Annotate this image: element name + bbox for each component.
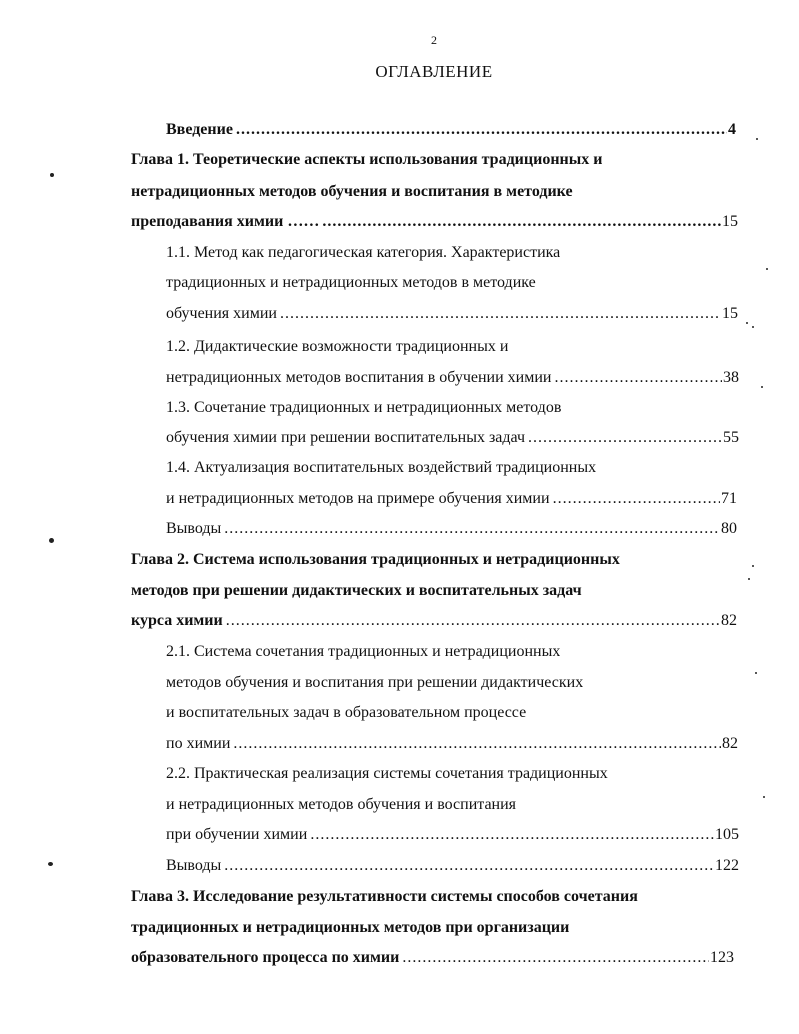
- scan-speck: [752, 565, 754, 567]
- toc-entry-page: 15: [722, 305, 738, 322]
- toc-entry-text: и нетрадиционных методов на примере обучения химии: [166, 490, 550, 507]
- toc-entry-page: 15: [722, 213, 738, 230]
- toc-leader-dots: [310, 823, 714, 847]
- scan-speck: [755, 672, 757, 674]
- page-number: 2: [431, 33, 437, 47]
- toc-entry-text: обучения химии: [166, 305, 277, 322]
- toc-chapter-2-line-3: [131, 609, 737, 633]
- toc-section-2-1-line-4: [166, 732, 738, 756]
- toc-title: ОГЛАВЛЕНИЕ: [375, 62, 493, 81]
- toc-section-2-1-line-2: методов обучения и воспитания при решении дидактических: [166, 674, 584, 691]
- toc-section-1-3-line-1: 1.3. Сочетание традиционных и нетрадиционных методов: [166, 399, 562, 416]
- toc-entry-page: 105: [715, 826, 739, 843]
- toc-section-2-1-line-3: и воспитательных задач в образовательном процессе: [166, 704, 527, 721]
- toc-leader-dots: [322, 210, 721, 234]
- toc-section-1-2-line-1: 1.2. Дидактические возможности традиционных и: [166, 338, 509, 355]
- scan-speck: [761, 386, 763, 388]
- toc-entry-text: нетрадиционных методов воспитания в обучении химии: [166, 369, 552, 386]
- toc-section-1-1-line-1: 1.1. Метод как педагогическая категория. Характеристика: [166, 244, 561, 261]
- toc-entry-text: Выводы: [166, 520, 222, 537]
- toc-entry-page: 82: [721, 612, 737, 629]
- scan-speck: [748, 578, 750, 580]
- toc-section-1-2-line-2: [166, 366, 739, 390]
- toc-leader-dots: [224, 854, 714, 878]
- toc-leader-dots: [554, 366, 722, 390]
- toc-section-1-1-line-2: традиционных и нетрадиционных методов в методике: [166, 274, 536, 291]
- scan-speck: [752, 326, 754, 328]
- toc-entry-text: преподавания химии ……: [131, 213, 320, 230]
- toc-chapter-3-line-1: Глава 3. Исследование результативности системы способов сочетания: [131, 888, 638, 905]
- toc-entry-page: 80: [721, 520, 737, 537]
- toc-entry-text: при обучении химии: [166, 826, 308, 843]
- toc-entry-text: образовательного процесса по химии: [131, 949, 400, 966]
- toc-section-1-4-line-2: [166, 487, 737, 511]
- scan-speck: [763, 796, 765, 798]
- toc-leader-dots: [280, 302, 721, 326]
- toc-entry-page: 4: [728, 121, 736, 138]
- toc-section-1-1-line-3: [166, 302, 738, 326]
- toc-chapter-2-line-1: Глава 2. Система использования традиционных и нетрадиционных: [131, 551, 620, 568]
- scan-speck: [746, 322, 748, 324]
- scan-speck: [48, 862, 53, 866]
- toc-entry-page: 71: [721, 490, 737, 507]
- toc-leader-dots: [226, 609, 720, 633]
- toc-entry-page: 55: [723, 429, 739, 446]
- toc-leader-dots: [528, 426, 722, 450]
- toc-chapter-1-line-3: [131, 210, 738, 234]
- toc-entry-text: по химии: [166, 735, 231, 752]
- toc-conclusions-2: [166, 854, 739, 878]
- scan-speck: [49, 538, 54, 543]
- toc-chapter-1-line-2: нетрадиционных методов обучения и воспитания в методике: [131, 183, 573, 200]
- toc-entry-page: 82: [722, 735, 738, 752]
- toc-section-1-3-line-2: [166, 426, 739, 450]
- toc-entry-text: Введение: [166, 121, 233, 138]
- toc-section-2-2-line-2: и нетрадиционных методов обучения и воспитания: [166, 796, 517, 813]
- toc-section-2-2-line-3: [166, 823, 739, 847]
- toc-section-2-2-line-1: 2.2. Практическая реализация системы сочетания традиционных: [166, 765, 608, 782]
- toc-chapter-1-line-1: Глава 1. Теоретические аспекты использования традиционных и: [131, 151, 603, 168]
- toc-entry-text: курса химии: [131, 612, 223, 629]
- toc-entry-page: 123: [710, 949, 734, 966]
- toc-entry-text: обучения химии при решении воспитательных задач: [166, 429, 526, 446]
- toc-chapter-3-line-2: традиционных и нетрадиционных методов при организации: [131, 919, 570, 936]
- toc-chapter-2-line-2: методов при решении дидактических и воспитательных задач: [131, 582, 582, 599]
- toc-entry-page: 122: [715, 857, 739, 874]
- toc-leader-dots: [402, 946, 709, 970]
- scan-speck: [766, 268, 768, 270]
- toc-entry-page: 38: [723, 369, 739, 386]
- toc-conclusions-1: [166, 517, 737, 541]
- toc-entry-text: Выводы: [166, 857, 222, 874]
- scan-speck: [756, 138, 758, 140]
- toc-leader-dots: [233, 732, 721, 756]
- toc-leader-dots: [553, 487, 720, 511]
- toc-chapter-3-line-3: [131, 946, 734, 970]
- toc-entry-introduction: [166, 118, 736, 142]
- toc-section-2-1-line-1: 2.1. Система сочетания традиционных и нетрадиционных: [166, 643, 561, 660]
- scan-speck: [50, 173, 54, 177]
- toc-section-1-4-line-1: 1.4. Актуализация воспитательных воздействий традиционных: [166, 459, 597, 476]
- toc-leader-dots: [236, 118, 727, 142]
- toc-leader-dots: [224, 517, 720, 541]
